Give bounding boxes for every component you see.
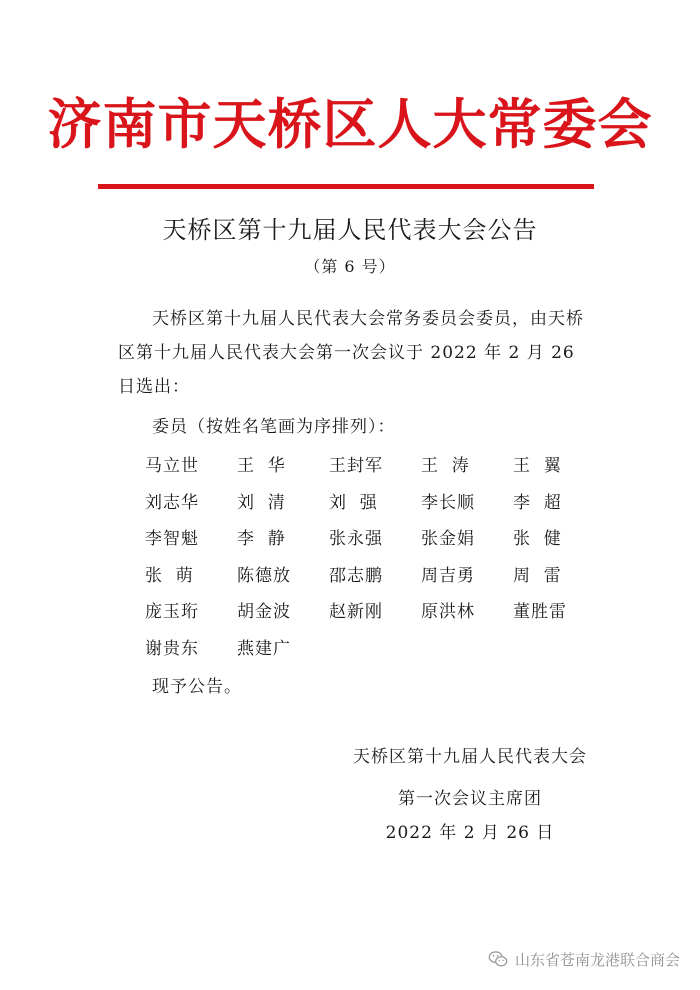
member-name: 董胜雷	[513, 602, 567, 623]
signature-issuer: 天桥区第十九届人民代表大会	[353, 747, 587, 767]
members-row	[145, 448, 605, 485]
members-row	[145, 521, 605, 558]
watermark-text: 山东省苍南龙港联合商会	[514, 950, 680, 969]
members-row	[145, 558, 605, 595]
members-row	[145, 631, 605, 668]
member-name: 周吉勇	[421, 565, 475, 586]
member-name: 李 超	[513, 492, 562, 513]
members-row	[145, 594, 605, 631]
member-name: 赵新刚	[329, 602, 383, 623]
member-name: 燕建广	[237, 638, 291, 659]
member-name: 张 健	[513, 529, 562, 550]
masthead-org-name: 济南市天桥区人大常委会	[47, 93, 653, 156]
member-name: 张金娟	[421, 529, 475, 550]
notice-number: （第 6 号）	[304, 257, 396, 276]
member-name: 刘志华	[145, 492, 199, 513]
member-name: 王 翼	[513, 456, 562, 476]
member-name: 王 华	[237, 456, 286, 476]
signature-date: 2022 年 2 月 26 日	[385, 823, 555, 843]
member-name: 邵志鹏	[329, 565, 383, 586]
member-name: 张永强	[329, 529, 383, 550]
member-name: 马立世	[145, 456, 199, 476]
member-name: 王封军	[329, 456, 383, 476]
member-name: 李长顺	[421, 492, 475, 513]
member-name: 李智魁	[145, 529, 199, 550]
members-label: 委员（按姓名笔画为序排列）：	[152, 417, 396, 437]
source-watermark	[487, 946, 680, 972]
member-name: 原洪林	[421, 602, 475, 623]
member-name: 刘 强	[329, 492, 378, 513]
member-name: 陈德放	[237, 565, 291, 586]
member-name: 张 萌	[145, 565, 194, 586]
notice-title: 天桥区第十九届人民代表大会公告	[162, 216, 538, 244]
member-name: 周 雷	[513, 565, 562, 586]
member-name: 李 静	[237, 529, 286, 550]
members-row	[145, 485, 605, 522]
members-grid	[145, 448, 605, 668]
member-name: 庞玉珩	[145, 602, 199, 623]
masthead-red-rule	[98, 184, 594, 189]
signature-body: 第一次会议主席团	[398, 789, 542, 809]
member-name: 谢贵东	[145, 638, 199, 659]
member-name: 刘 清	[237, 492, 286, 513]
notice-body: 天桥区第十九届人民代表大会常务委员会委员，由天桥区第十九届人民代表大会第一次会议于 2022 年 2 月 26 日选出：	[118, 309, 584, 397]
member-name: 王 涛	[421, 456, 470, 476]
closing-statement: 现予公告。	[152, 677, 242, 697]
member-name: 胡金波	[237, 602, 291, 623]
wechat-icon	[487, 948, 509, 970]
